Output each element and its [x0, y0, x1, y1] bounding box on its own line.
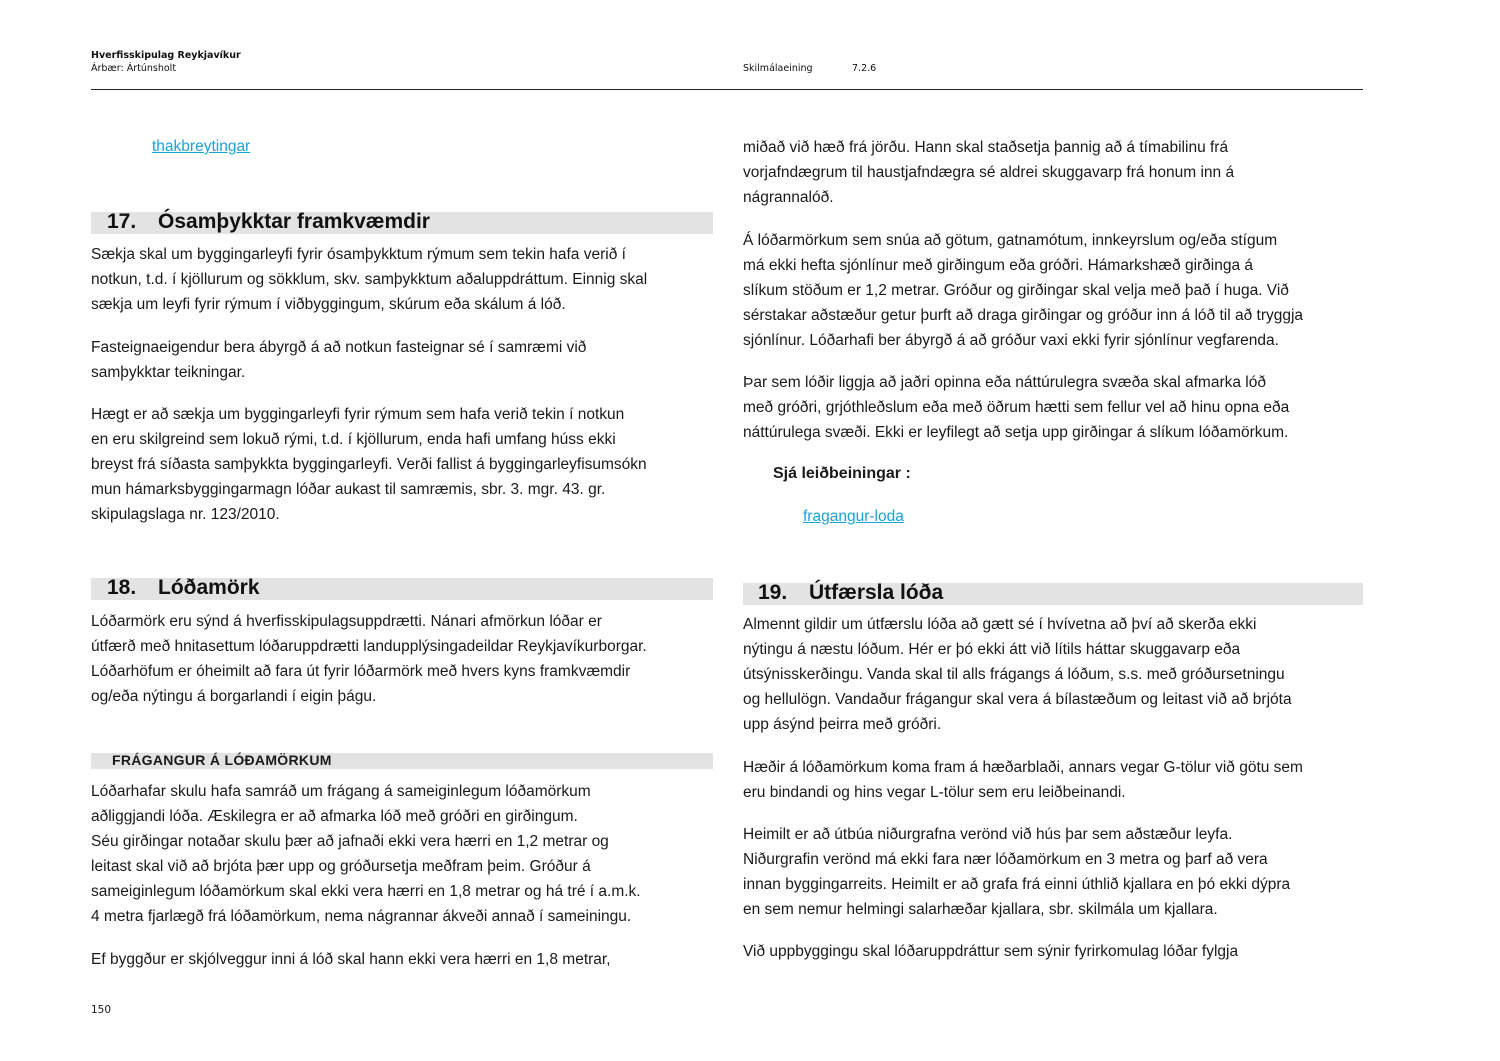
paragraph [743, 822, 1290, 922]
text-line: Almennt gildir um útfærslu lóða að gætt sé í hvívetna að því að skerða ekki [743, 616, 1257, 633]
text-line: sameiginlegum lóðamörkum skal ekki vera hærri en 1,8 metrar og há tré í a.m.k. [91, 883, 641, 900]
section-number: 7.2.6 [852, 63, 877, 74]
text-line: Heimilt er að útbúa niðurgrafna verönd við hús þar sem aðstæður leyfa. [743, 826, 1233, 843]
text-line: Séu girðingar notaðar skulu þær að jafnaði ekki vera hærri en 1,2 metrar og [91, 833, 609, 850]
text-line: innan byggingarreits. Heimilt er að grafa frá einni úthlið kjallara en þó ekki dýpra [743, 876, 1291, 893]
text-line: Fasteignaeigendur bera ábyrgð á að notkun fasteignar sé í samræmi við [91, 339, 587, 356]
text-line: Hæðir á lóðamörkum koma fram á hæðarblaði, annars vegar G-tölur við götu sem [743, 759, 1303, 776]
text-line: 4 metra fjarlægð frá lóðamörkum, nema nágrannar ákveði annað í sameiningu. [91, 908, 632, 925]
subheading-fragangur: FRÁGANGUR Á LÓÐAMÖRKUM [112, 752, 332, 768]
text-line: náttúrulega svæði. Ekki er leyfilegt að setja upp girðingar á slíkum lóðamörkum. [743, 424, 1289, 441]
text-line: með gróðri, grjóthleðslum eða með öðrum hætti sem fellur vel að hinu opna eða [743, 399, 1290, 416]
section-17-title: Ósamþykktar framkvæmdir [158, 210, 430, 233]
text-line: leitast skal við að brjóta þær upp og gróðursetja meðfram þeim. Gróður á [91, 858, 591, 875]
text-line: eru bindandi og hins vegar L-tölur sem eru leiðbeinandi. [743, 784, 1126, 801]
text-line: nágrannalóð. [743, 189, 834, 206]
text-line: má ekki hefta sjónlínur með girðingum eða gróðri. Hámarkshæð girðinga á [743, 257, 1254, 274]
text-line: útfærð með hnitasettum lóðaruppdrætti landupplýsingadeildar Reykjavíkurborgar. [91, 638, 647, 655]
section-19-number: 19. [758, 581, 788, 604]
header-divider [91, 89, 1363, 90]
text-line: og hellulögn. Vandaður frágangur skal vera á bílastæðum og leitast við að brjóta [743, 691, 1292, 708]
paragraph [91, 779, 641, 929]
paragraph [743, 939, 1238, 964]
text-line: slíkum stöðum er 1,2 metrar. Gróður og girðingar skal velja með það í huga. Við [743, 282, 1289, 299]
text-line: Á lóðarmörkum sem snúa að götum, gatnamótum, innkeyrslum og/eða stígum [743, 232, 1278, 249]
paragraph [743, 228, 1303, 353]
paragraph [91, 402, 647, 527]
paragraph [743, 370, 1289, 445]
text-line: notkun, t.d. í kjöllurum og sökklum, skv. samþykktum aðaluppdráttum. Einnig skal [91, 271, 648, 288]
text-line: útsýnisskerðingu. Vanda skal til alls frágangs á lóðum, s.s. með gróðursetningu [743, 666, 1285, 683]
section-label: Skilmálaeining [743, 63, 813, 74]
paragraph [91, 947, 611, 972]
text-line: Þar sem lóðir liggja að jaðri opinna eða náttúrulegra svæða skal afmarka lóð [743, 374, 1266, 391]
paragraph [743, 755, 1303, 805]
section-18-number: 18. [107, 576, 137, 599]
text-line: Við uppbyggingu skal lóðaruppdráttur sem sýnir fyrirkomulag lóðar fylgja [743, 943, 1239, 960]
text-line: en sem nemur helmingi salarhæðar kjallara, sbr. skilmála um kjallara. [743, 901, 1218, 918]
link-fragangur-loda[interactable]: fragangur-loda [803, 508, 904, 525]
text-line: vorjafndægrum til haustjafndægra sé aldrei skuggavarp frá honum inn á [743, 164, 1235, 181]
section-17-number: 17. [107, 210, 137, 233]
text-line: Lóðarhöfum er óheimilt að fara út fyrir lóðarmörk með hvers kyns framkvæmdir [91, 663, 631, 680]
text-line: Lóðarhafar skulu hafa samráð um frágang á sameiginlegum lóðamörkum [91, 783, 591, 800]
text-line: upp ásýnd þeirra með gróðri. [743, 716, 942, 733]
text-line: en eru skilgreind sem lokuð rými, t.d. í kjöllurum, enda hafi umfang húss ekki [91, 431, 616, 448]
paragraph [91, 609, 647, 709]
text-line: Hægt er að sækja um byggingarleyfi fyrir rýmum sem hafa verið tekin í notkun [91, 406, 625, 423]
link-thakbreytingar[interactable]: thakbreytingar [152, 138, 251, 155]
paragraph [743, 135, 1234, 210]
text-line: Lóðarmörk eru sýnd á hverfisskipulagsuppdrætti. Nánari afmörkun lóðar er [91, 613, 602, 630]
text-line: miðað við hæð frá jörðu. Hann skal staðsetja þannig að á tímabilinu frá [743, 139, 1229, 156]
text-line: og/eða nýtingu á borgarlandi í eigin þágu. [91, 688, 377, 705]
section-18-title: Lóðamörk [158, 576, 260, 599]
paragraph [91, 242, 647, 317]
paragraph [91, 335, 586, 385]
text-line: sækja um leyfi fyrir rýmum í viðbyggingum, skúrum eða skálum á lóð. [91, 296, 566, 313]
text-line: sjónlínur. Lóðarhafi ber ábyrgð á að gróður vaxi ekki fyrir sjónlínur vegfarenda. [743, 332, 1279, 349]
document-title: Hverfisskipulag Reykjavíkur [91, 50, 241, 61]
text-line: nýtingu á næstu lóðum. Hér er þó ekki átt við lítils háttar skuggavarp eða [743, 641, 1241, 658]
paragraph [743, 612, 1292, 737]
text-line: aðliggjandi lóða. Æskilegra er að afmarka lóð með gróðri en girðingum. [91, 808, 578, 825]
text-line: mun hámarksbyggingarmagn lóðar aukast til samræmis, sbr. 3. mgr. 43. gr. [91, 481, 606, 498]
text-line: samþykktar teikningar. [91, 364, 246, 381]
text-line: sérstakar aðstæður getur þurft að draga girðingar og gróður inn á lóð til að tryggja [743, 307, 1304, 324]
page-number: 150 [91, 1004, 112, 1016]
text-line: breyst frá síðasta samþykkta byggingarleyfi. Verði fallist á byggingarleyfisumsókn [91, 456, 647, 473]
document-subtitle: Árbær: Ártúnsholt [91, 63, 177, 74]
text-line: Ef byggður er skjólveggur inni á lóð skal hann ekki vera hærri en 1,8 metrar, [91, 951, 611, 968]
section-19-title: Útfærsla lóða [809, 581, 944, 604]
text-line: Niðurgrafin verönd má ekki fara nær lóðamörkum en 3 metra og þarf að vera [743, 851, 1268, 868]
text-line: Sækja skal um byggingarleyfi fyrir ósamþykktum rýmum sem tekin hafa verið í [91, 246, 626, 263]
text-line: skipulagslaga nr. 123/2010. [91, 506, 280, 523]
see-guidelines-label: Sjá leiðbeiningar : [773, 465, 911, 482]
